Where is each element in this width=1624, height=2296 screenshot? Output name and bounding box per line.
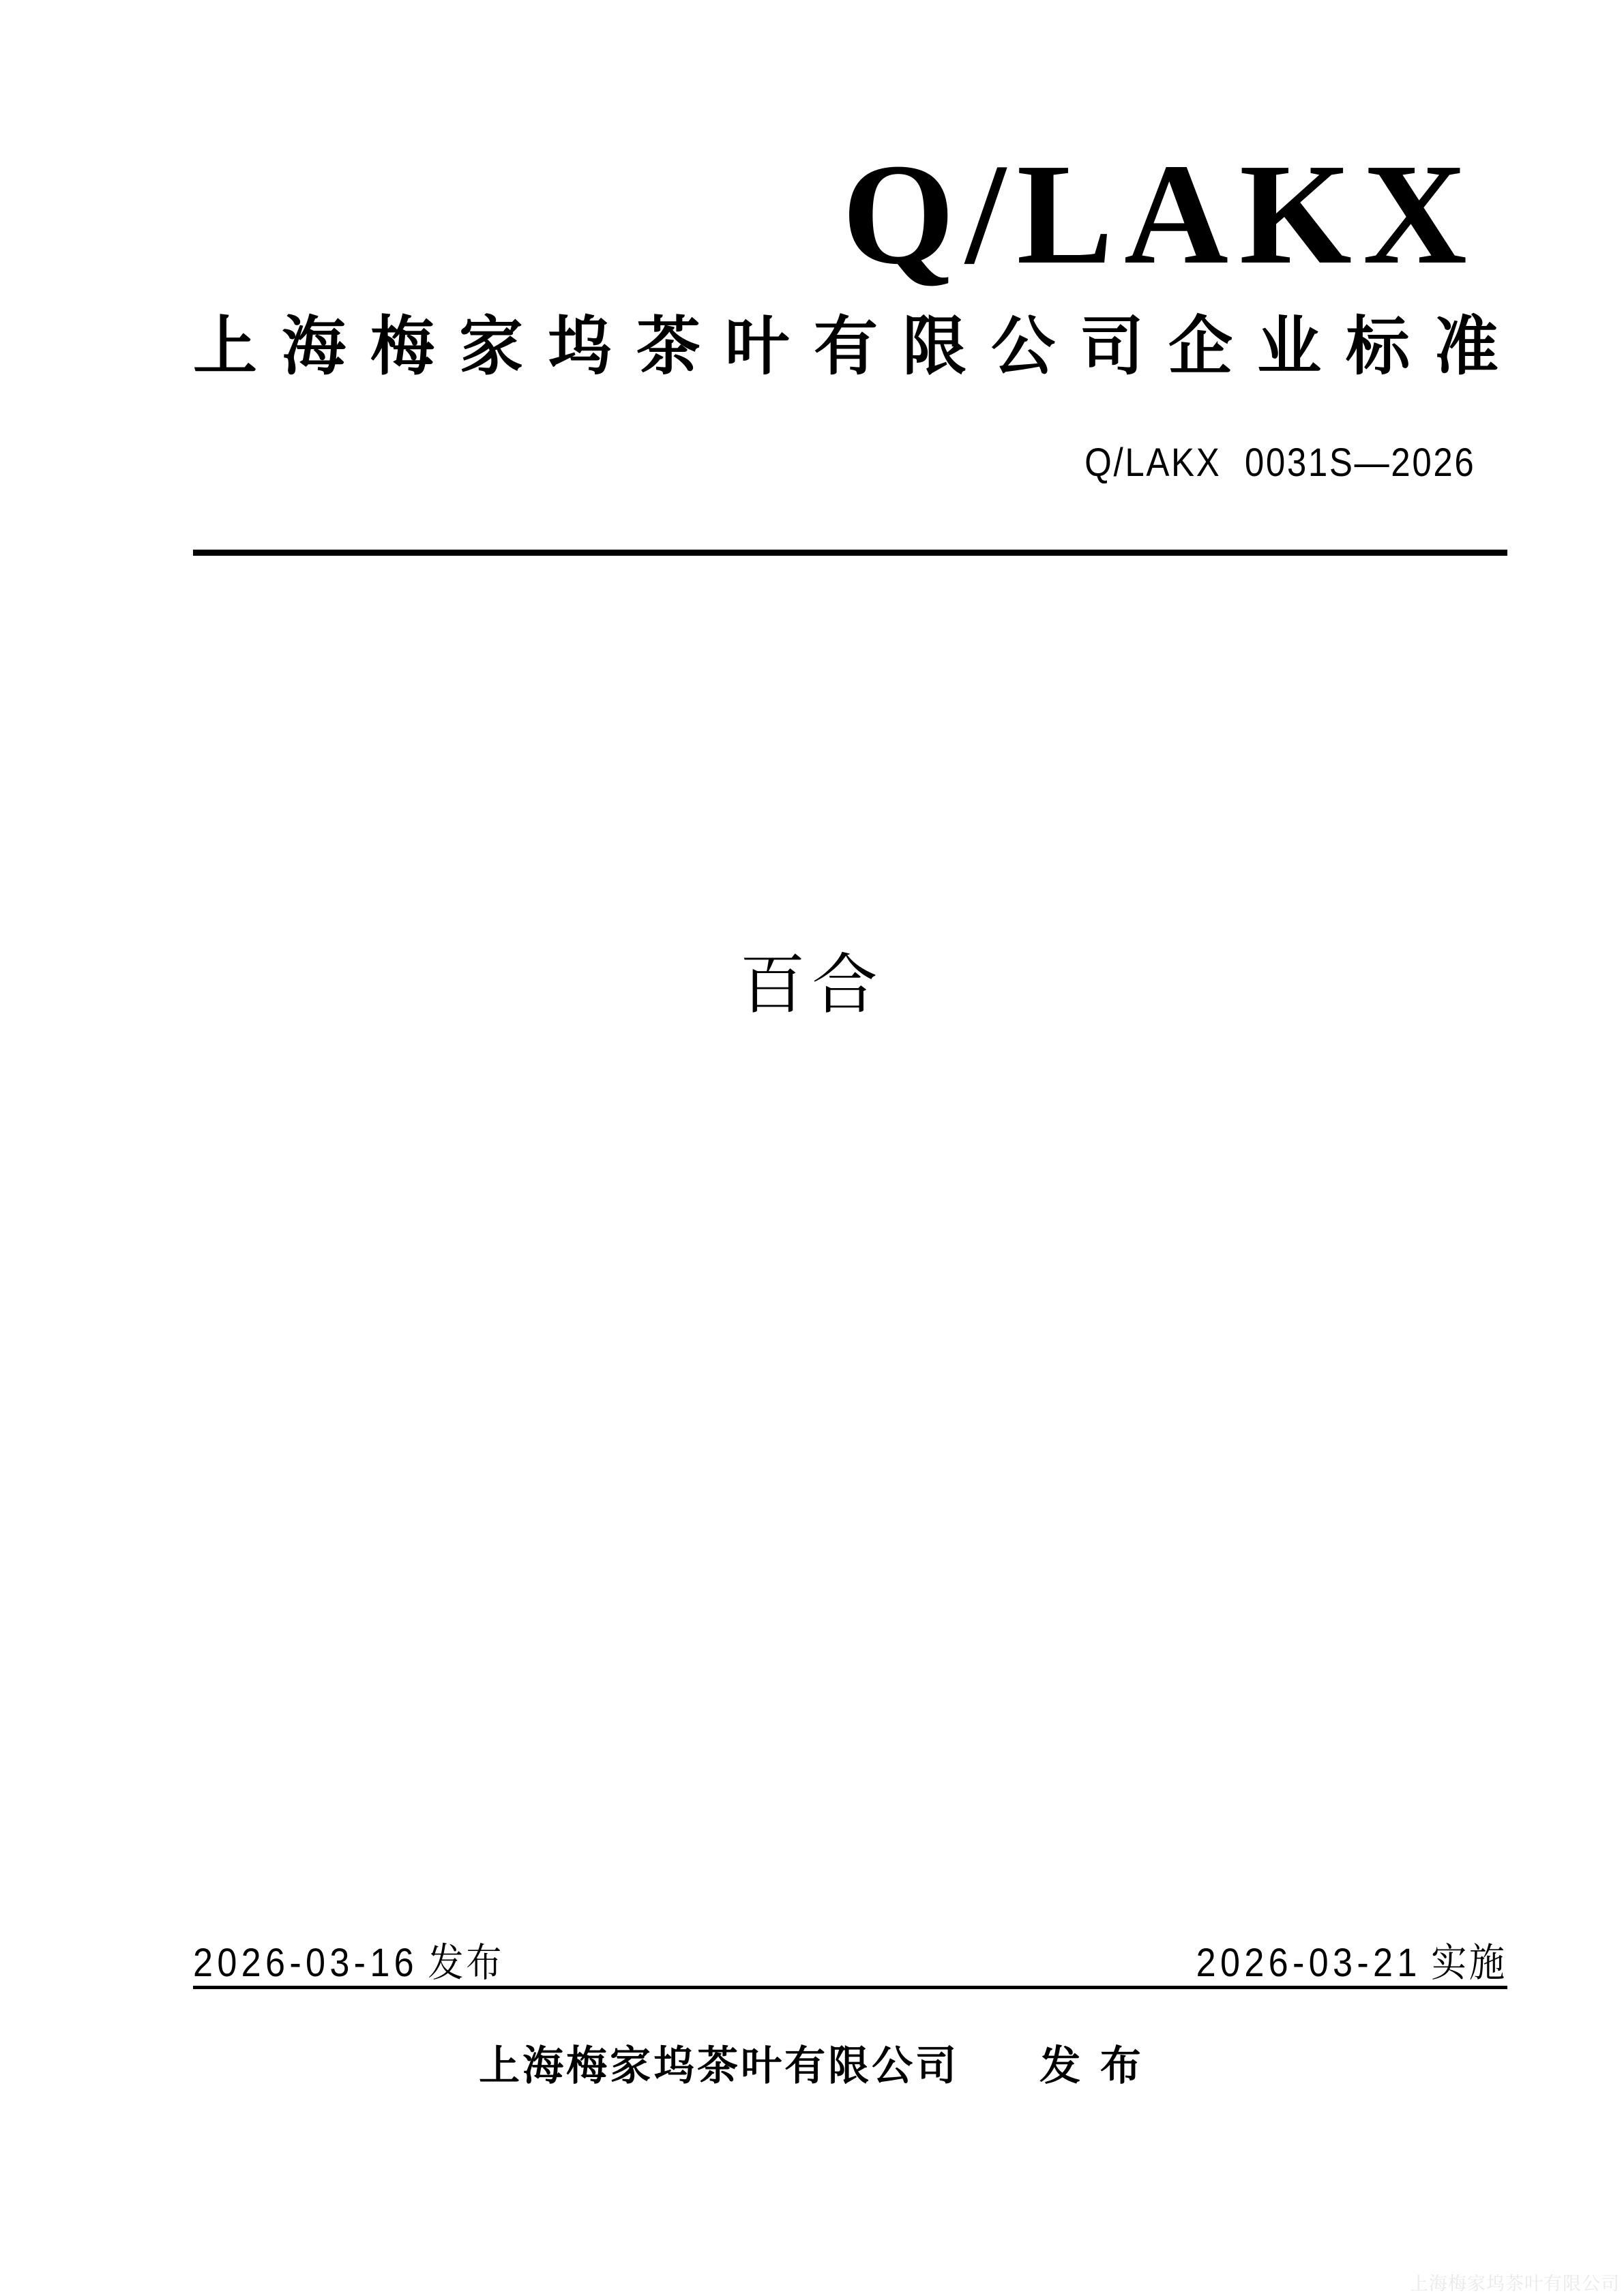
org-standard-title: 上海梅家坞茶叶有限公司企业标准 <box>193 310 1524 382</box>
publisher-line <box>0 2043 1624 2089</box>
release-date-value: 2026-03-16 <box>193 1941 419 1985</box>
header-divider-line <box>193 550 1507 556</box>
release-date-label: 发布 <box>428 1941 505 1985</box>
standard-number: Q/LAKX 0031S—2026 <box>1084 441 1475 485</box>
document-title: 百合 <box>739 949 885 1022</box>
implement-date-label: 实施 <box>1431 1941 1507 1985</box>
watermark-text: 上海梅家坞茶叶有限公司 <box>1410 2273 1620 2294</box>
implement-date-line <box>1196 1943 1507 1983</box>
release-date-line <box>193 1943 504 1983</box>
implement-date-value: 2026-03-21 <box>1196 1941 1421 1985</box>
publisher-name: 上海梅家坞茶叶有限公司 <box>479 2043 960 2089</box>
dates-row <box>193 1943 1507 1983</box>
footer-divider-line <box>193 1986 1507 1989</box>
standard-code-header: Q/LAKX <box>842 134 1478 294</box>
publish-label: 发 布 <box>1039 2043 1145 2089</box>
